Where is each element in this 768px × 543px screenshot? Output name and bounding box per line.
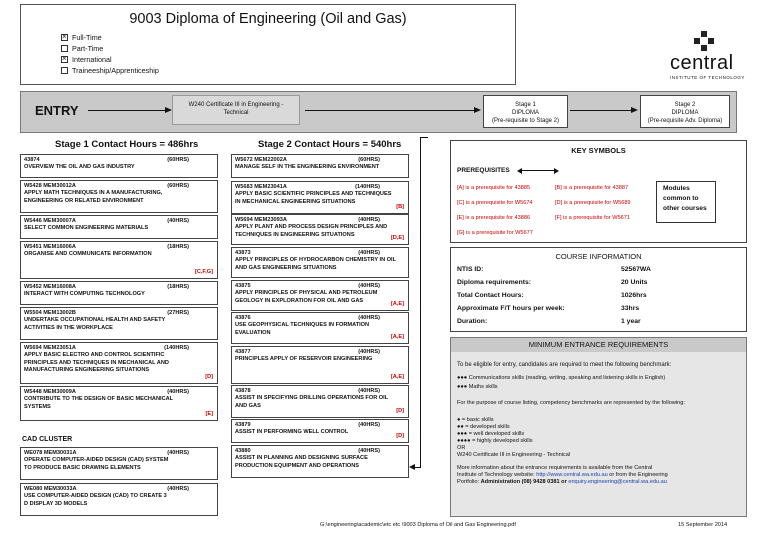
unit-card[interactable]: 43877 (40HRS) PRINCIPLES APPLY OF RESERVOIR ENGINEERING [A,E] (231, 346, 409, 384)
checkbox-unchecked[interactable] (61, 45, 68, 52)
more-info-line3: Portfolio: Administration (08) 9428 0381 or enquiry.engineering@central.wa.edu.au (457, 479, 667, 485)
prereq-key-f: [F] is a prerequisite for W5671 (555, 215, 630, 221)
logo-text: central (670, 52, 734, 74)
unit-card[interactable]: W5428 MEM30012A (60HRS) APPLY MATH TECHNIQUES IN A MANUFACTURING, ENGINEERING OR RELATED ENVIRONMENT (20, 180, 218, 213)
entry-prereq-box: W240 Certificate III in Engineering - Technical (172, 95, 300, 125)
unit-card[interactable]: W5504 MEM13002B (27HRS) UNDERTAKE OCCUPATIONAL HEALTH AND SAFETY ACTIVITIES IN THE WORKPLACE (20, 307, 218, 340)
prerequisites-label: PREREQUISITES (457, 167, 510, 174)
stage1-heading: Stage 1 Contact Hours = 486hrs (55, 139, 199, 150)
checkbox-checked[interactable] (61, 34, 68, 41)
prereq-key-d: [D] is a prerequisite for W5689 (555, 200, 631, 206)
unit-card[interactable]: 43876 (40HRS) USE GEOPHYSICAL TECHNIQUES IN FORMATION EVALUATION [A,E] (231, 312, 409, 344)
stage1-diploma-box: Stage 1 DIPLOMA (Pre-requisite to Stage 2) (483, 95, 568, 128)
benchmark-purpose: For the purpose of course listing, competency benchmarks are represented by the following: (457, 400, 685, 406)
level-4: ●●●● = highly developed skills (457, 438, 533, 444)
unit-card[interactable]: 43878 (40HRS) ASSIST IN SPECIFYING DRILLING OPERATIONS FOR OIL AND GAS [D] (231, 385, 409, 418)
checkbox-unchecked[interactable] (61, 67, 68, 74)
double-arrow-icon (519, 170, 555, 171)
ci-value: 33hrs (621, 305, 640, 312)
course-info-box (450, 247, 747, 332)
option-part-time[interactable]: Part-Time (61, 43, 159, 54)
email-link[interactable]: enquiry.engineering@central.wa.edu.au (568, 479, 667, 485)
title-box (20, 4, 516, 85)
ci-label: Diploma requirements: (457, 279, 532, 286)
ci-value: 1026hrs (621, 292, 647, 299)
option-traineeship[interactable]: Traineeship/Apprenticeship (61, 65, 159, 76)
benchmark-maths: ●●● Maths skills (457, 384, 498, 390)
unit-card[interactable]: W5446 MEM30007A (40HRS) SELECT COMMON ENGINEERING MATERIALS (20, 215, 218, 239)
cad-cluster-heading: CAD CLUSTER (22, 436, 73, 443)
ci-value: 20 Units (621, 279, 648, 286)
unit-card[interactable]: 43874 (60HRS) OVERVIEW THE OIL AND GAS INDUSTRY (20, 154, 218, 178)
unit-card[interactable]: W5694 MEM23051A (140HRS) APPLY BASIC ELECTRO AND CONTROL SCIENTIFIC PRINCIPLES AND TECHNIQUES IN MECHANICAL AND MANUFACTURING ENGINEERING SITUATIONS [D] (20, 342, 218, 384)
study-mode-options (61, 32, 159, 76)
more-info-line2: Institute of Technology website: http://www.central.wa.edu.au or from the Engineering (457, 472, 668, 478)
level-or: OR (457, 445, 466, 451)
connector-line (420, 137, 421, 468)
footer-path: G:\engineering\academic\etc etc \9003 Diploma of Oil and Gas Engineering.pdf (320, 522, 516, 528)
more-info-line1: More information about the entrance requirements is available from the Central (457, 465, 653, 471)
entrance-title: MINIMUM ENTRANCE REQUIREMENTS (451, 338, 746, 352)
ci-label: Approximate F/T hours per week: (457, 305, 565, 312)
key-symbols-box (450, 140, 747, 243)
prereq-key-c: [C] is a prerequisite for W5674 (457, 200, 533, 206)
connector-line (420, 137, 428, 138)
ci-value: 52567WA (621, 266, 651, 273)
stage2-diploma-box: Stage 2 DIPLOMA (Pre-requisite Adv. Diploma) (640, 95, 730, 128)
ci-label: Total Contact Hours: (457, 292, 524, 299)
website-link[interactable]: http://www.central.wa.edu.au (536, 472, 608, 478)
ci-label: NTIS ID: (457, 266, 484, 273)
logo-mark-icon (693, 30, 715, 52)
unit-card[interactable]: W5452 MEM16008A (18HRS) INTERACT WITH COMPUTING TECHNOLOGY (20, 281, 218, 305)
entrance-requirements-box (450, 337, 747, 517)
footer-date: 15 September 2014 (678, 522, 728, 528)
unit-card[interactable]: WE080 MEM30033A (40HRS) USE COMPUTER-AIDED DESIGN (CAD) TO CREATE 3 D DISPLAY 3D MODELS (20, 483, 218, 516)
unit-card[interactable]: 43879 (40HRS) ASSIST IN PERFORMING WELL CONTROL [D] (231, 419, 409, 443)
arrow-line (570, 110, 632, 111)
arrow-left-icon (517, 168, 522, 174)
prereq-key-g: [G] is a prerequisite for W5677 (457, 230, 533, 236)
arrow-right-icon (474, 107, 481, 113)
ci-value: 1 year (621, 318, 641, 325)
arrow-right-icon (165, 107, 172, 113)
unit-card[interactable]: W5694 MEM23093A (40HRS) APPLY PLANT AND PROCESS DESIGN PRINCIPLES AND TECHNIQUES IN ENGINEERING SITUATIONS [D,E] (231, 214, 409, 245)
level-1: ● = basic skills (457, 417, 494, 423)
logo-subtext: INSTITUTE OF TECHNOLOGY (670, 75, 745, 80)
arrow-right-icon (631, 107, 638, 113)
option-full-time[interactable]: ×Full-Time (61, 32, 159, 43)
unit-card[interactable]: W5448 MEM30009A (40HRS) CONTRIBUTE TO THE DESIGN OF BASIC MECHANICAL SYSTEMS [E] (20, 386, 218, 421)
level-cert: W240 Certificate III in Engineering - Technical (457, 452, 571, 458)
entrance-intro: To be eligible for entry, candidates are required to meet the following benchmark: (457, 362, 672, 368)
key-symbols-title: KEY SYMBOLS (571, 146, 626, 155)
unit-card[interactable]: W5672 MEM22002A (60HRS) MANAGE SELF IN THE ENGINEERING ENVIRONMENT (231, 154, 409, 178)
arrow-left-icon (409, 464, 415, 470)
level-3: ●●● = well developed skills (457, 431, 525, 437)
option-international[interactable]: ×International (61, 54, 159, 65)
unit-card[interactable]: 43875 (40HRS) APPLY PRINCIPLES OF PHYSICAL AND PETROLEUM GEOLOGY IN EXPLORATION FOR OIL AND GAS [A,E] (231, 280, 409, 311)
checkbox-checked[interactable] (61, 56, 68, 63)
prereq-key-b: [B] is a prerequisite for 43887 (555, 185, 629, 191)
unit-card[interactable]: W5451 MEM16006A (18HRS) ORGANISE AND COMMUNICATE INFORMATION [C,F,G] (20, 241, 218, 279)
unit-card[interactable]: 43873 (40HRS) APPLY PRINCIPLES OF HYDROCARBON CHEMISTRY IN OIL AND GAS ENGINEERING SITUATIONS (231, 247, 409, 278)
arrow-line (88, 110, 166, 111)
ci-label: Duration: (457, 318, 488, 325)
unit-card[interactable]: WE078 MEM30031A (40HRS) OPERATE COMPUTER-AIDED DESIGN (CAD) SYSTEM TO PRODUCE BASIC DRAWING ELEMENTS (20, 447, 218, 480)
arrow-line (305, 110, 475, 111)
page-title: 9003 Diploma of Engineering (Oil and Gas) (129, 11, 407, 27)
unit-card[interactable]: 43880 (40HRS) ASSIST IN PLANNING AND DESIGNING SURFACE PRODUCTION EQUIPMENT AND OPERATIONS (231, 445, 409, 478)
course-info-title: COURSE INFORMATION (555, 252, 642, 261)
stage2-heading: Stage 2 Contact Hours = 540hrs (258, 139, 402, 150)
prereq-key-a: [A] is a prerequisite for 43885 (457, 185, 531, 191)
modules-common-note: Modules common to other courses (656, 181, 716, 223)
arrow-right-icon (554, 168, 559, 174)
unit-card[interactable]: W5683 MEM23041A (140HRS) APPLY BASIC SCIENTIFIC PRINCIPLES AND TECHNIQUES IN MECHANICAL ENGINEERING SITUATIONS [B] (231, 181, 409, 214)
level-2: ●● = developed skills (457, 424, 510, 430)
prereq-key-e: [E] is a prerequisite for 43886 (457, 215, 531, 221)
entry-label: ENTRY (35, 103, 79, 118)
benchmark-communication: ●●● Communications skills (reading, writing, speaking and listening skills in English) (457, 375, 666, 381)
entry-band (20, 91, 737, 133)
